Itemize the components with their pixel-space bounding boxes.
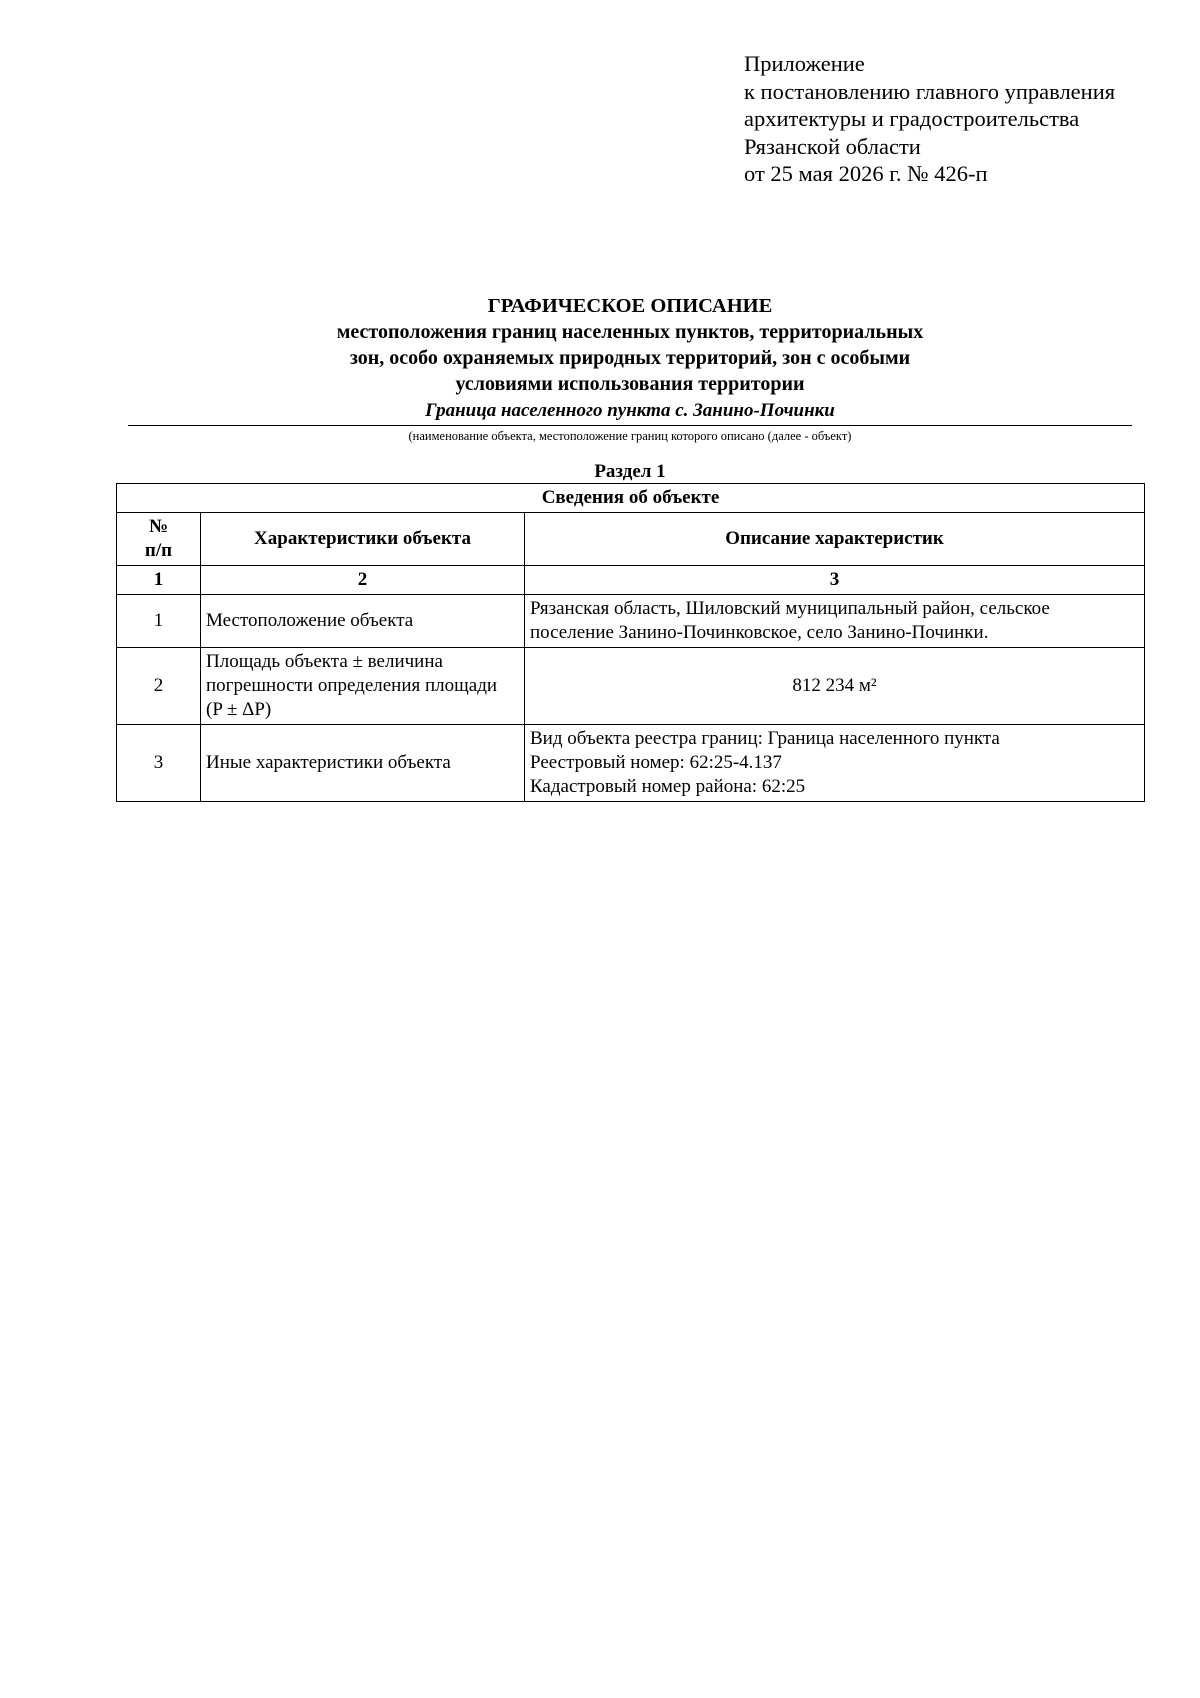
- object-name-note: (наименование объекта, местоположение границ которого описано (далее - объект): [408, 429, 852, 443]
- document-title-line: местоположения границ населенных пунктов, территориальных: [336, 321, 924, 343]
- table-row: [117, 595, 1145, 648]
- appendix-line: Рязанской области: [744, 133, 921, 159]
- row-description: 812 234 м²: [525, 648, 1145, 725]
- column-number-row: [117, 566, 1145, 595]
- characteristic-line: Площадь объекта ± величина: [206, 651, 443, 672]
- table-header-row: [117, 513, 1145, 566]
- column-number: 2: [201, 566, 525, 595]
- row-characteristic: Местоположение объекта: [201, 595, 525, 648]
- table-row: [117, 648, 1145, 725]
- row-characteristic: [201, 648, 525, 725]
- object-info-table: [116, 483, 1145, 802]
- description-line: поселение Занино-Починковское, село Занино-Починки.: [530, 622, 989, 643]
- table-caption-row: [117, 484, 1145, 513]
- header-characteristic: Характеристики объекта: [201, 513, 525, 566]
- object-name-underline: [128, 425, 1132, 426]
- description-line: Реестровый номер: 62:25-4.137: [530, 752, 782, 773]
- document-title-line: зон, особо охраняемых природных территорий, зон с особыми: [349, 347, 911, 369]
- section-title: Раздел 1: [594, 461, 666, 482]
- object-name: Граница населенного пункта с. Занино-Починки: [425, 400, 835, 421]
- column-number: 1: [117, 566, 201, 595]
- description-line: Кадастровый номер района: 62:25: [530, 776, 806, 797]
- description-line: Рязанская область, Шиловский муниципальный район, сельское: [530, 598, 1050, 619]
- header-number: [117, 513, 201, 566]
- row-characteristic: Иные характеристики объекта: [201, 725, 525, 802]
- document-title-main: ГРАФИЧЕСКОЕ ОПИСАНИЕ: [487, 295, 773, 317]
- row-description: [525, 595, 1145, 648]
- document-title-line: условиями использования территории: [455, 373, 805, 395]
- appendix-line: от 25 мая 2026 г. № 426-п: [744, 161, 988, 186]
- header-description: Описание характеристик: [525, 513, 1145, 566]
- column-number: 3: [525, 566, 1145, 595]
- row-number: 1: [117, 595, 201, 648]
- row-number: 3: [117, 725, 201, 802]
- appendix-line: к постановлению главного управления: [744, 78, 1116, 104]
- appendix-line: архитектуры и градостроительства: [744, 106, 1080, 131]
- appendix-block: [744, 50, 1115, 188]
- document-title: [128, 293, 1132, 397]
- row-number: 2: [117, 648, 201, 725]
- header-number-text: № п/п: [144, 516, 173, 561]
- description-line: Вид объекта реестра границ: Граница населенного пункта: [530, 728, 1000, 749]
- table-caption: Сведения об объекте: [117, 484, 1145, 513]
- row-description: [525, 725, 1145, 802]
- table-row: [117, 725, 1145, 802]
- appendix-line: Приложение: [744, 51, 865, 76]
- characteristic-line: погрешности определения площади: [206, 675, 498, 696]
- characteristic-line: (P ± ΔP): [206, 699, 272, 720]
